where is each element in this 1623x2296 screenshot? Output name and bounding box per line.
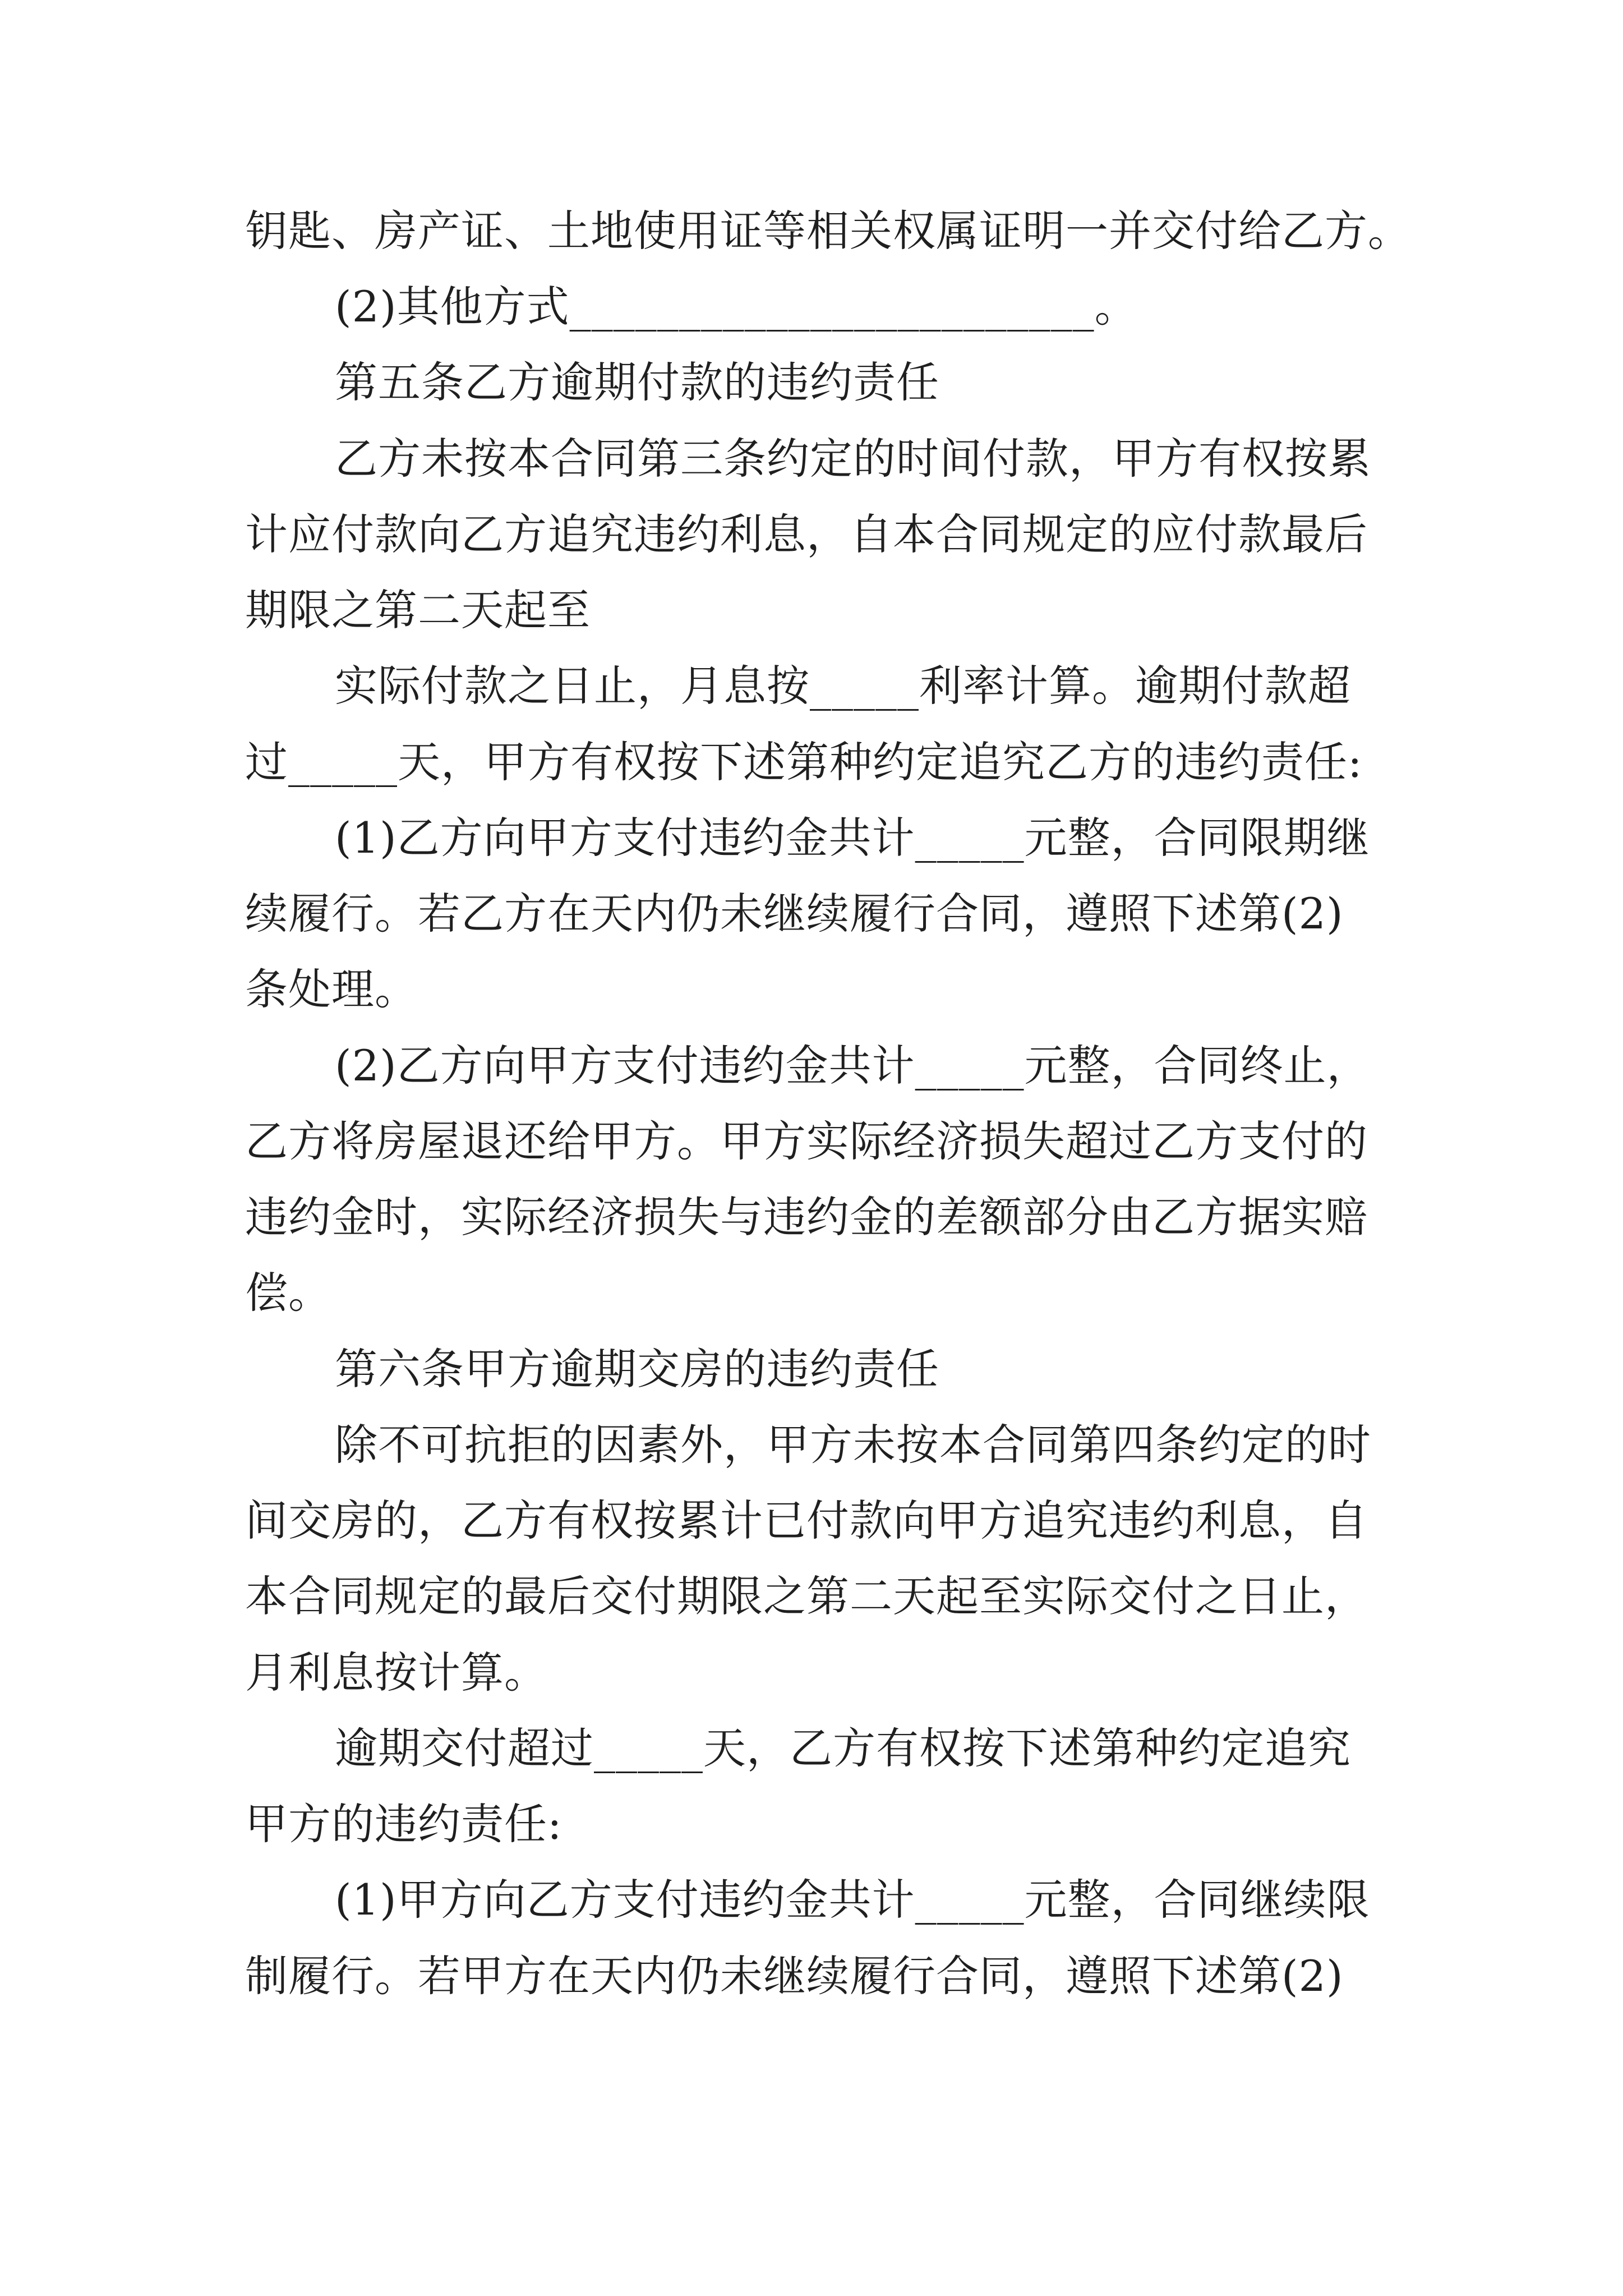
text-line: 间交房的，乙方有权按累计已付款向甲方追究违约利息，自 [245, 1496, 1368, 1545]
text-line: 甲方的违约责任: [245, 1799, 562, 1849]
section-heading: 第五条乙方逾期付款的违约责任 [335, 357, 939, 407]
text-line: 除不可抗拒的因素外，甲方未按本合同第四条约定的时 [335, 1420, 1371, 1470]
text-line: 偿。 [245, 1268, 331, 1318]
text-line: 钥匙、房产证、土地使用证等相关权属证明一并交付给乙方。 [245, 206, 1411, 256]
text-line: 实际付款之日止，月息按_____利率计算。逾期付款超 [335, 661, 1351, 711]
text-line: 期限之第二天起至 [245, 585, 591, 635]
text-line: 逾期交付超过_____天，乙方有权按下述第种约定追究 [335, 1723, 1351, 1773]
text-line: 违约金时，实际经济损失与违约金的差额部分由乙方据实赔 [245, 1192, 1368, 1242]
text-line: 乙方未按本合同第三条约定的时间付款，甲方有权按累 [335, 434, 1371, 484]
text-line: 月利息按计算。 [245, 1648, 547, 1697]
section-heading: 第六条甲方逾期交房的违约责任 [335, 1344, 939, 1394]
text-line: (1)甲方向乙方支付违约金共计_____元整，合同继续限 [335, 1875, 1370, 1925]
text-line: (1)乙方向甲方支付违约金共计_____元整，合同限期继 [335, 813, 1370, 863]
text-line: 续履行。若乙方在天内仍未继续履行合同，遵照下述第(2) [245, 889, 1344, 938]
text-line: 乙方将房屋退还给甲方。甲方实际经济损失超过乙方支付的 [245, 1116, 1368, 1166]
text-line: 过_____天，甲方有权按下述第种约定追究乙方的违约责任: [245, 737, 1363, 787]
text-line: (2)其他方式________________________。 [335, 282, 1138, 332]
text-line: (2)乙方向甲方支付违约金共计_____元整，合同终止， [335, 1041, 1370, 1091]
text-line: 本合同规定的最后交付期限之第二天起至实际交付之日止， [245, 1571, 1368, 1621]
text-line: 条处理。 [245, 964, 418, 1014]
text-line: 制履行。若甲方在天内仍未继续履行合同，遵照下述第(2) [245, 1951, 1344, 2001]
text-line: 计应付款向乙方追究违约利息，自本合同规定的应付款最后 [245, 509, 1368, 559]
